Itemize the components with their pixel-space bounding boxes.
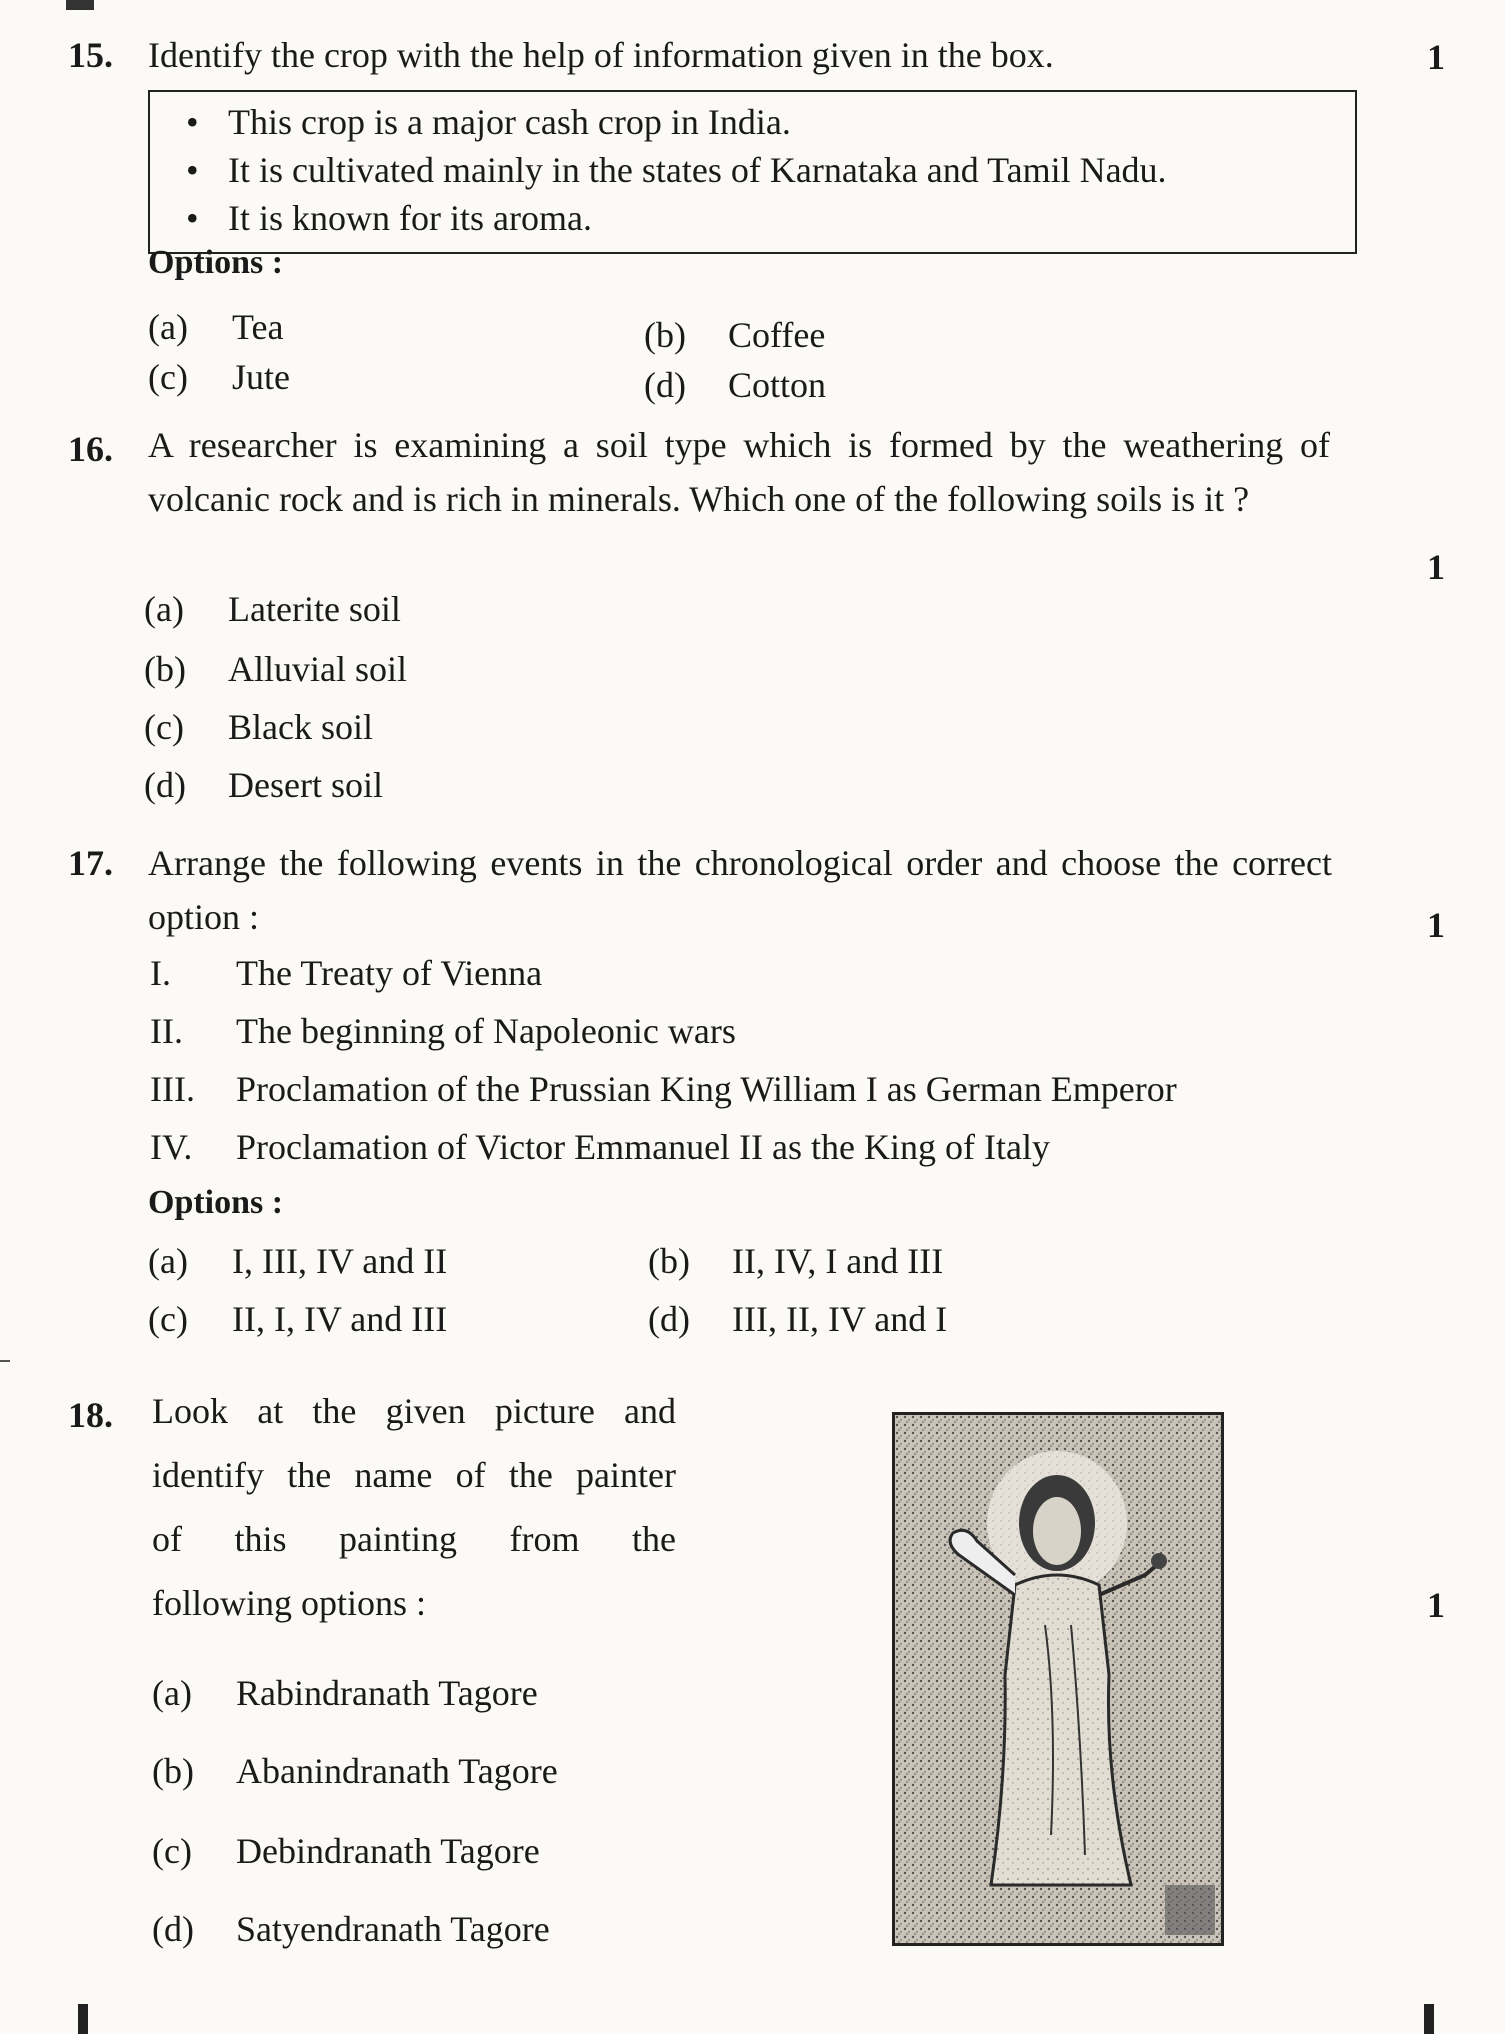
- option-a: [148, 1240, 447, 1282]
- option-text: Jute: [232, 357, 290, 397]
- option-text: III, II, IV and I: [732, 1299, 948, 1339]
- option-label: (a): [144, 589, 184, 629]
- event-label: III.: [150, 1069, 195, 1109]
- event-label: II.: [150, 1011, 183, 1051]
- question-number: 18.: [68, 1395, 113, 1435]
- bullet-icon: •: [186, 198, 199, 238]
- option-text: I, III, IV and II: [232, 1241, 448, 1281]
- option-text: Rabindranath Tagore: [236, 1673, 538, 1713]
- option-a: [152, 1672, 538, 1714]
- marks: 1: [1427, 37, 1445, 77]
- question-number: 16.: [68, 429, 113, 469]
- question-number: 17.: [68, 843, 113, 883]
- option-label: (c): [144, 707, 184, 747]
- option-label: (b): [144, 649, 186, 689]
- options-heading: Options :: [148, 1184, 284, 1221]
- option-label: (d): [644, 365, 686, 405]
- option-b: [648, 1240, 943, 1282]
- event-item: [150, 952, 542, 994]
- option-c: [148, 1298, 447, 1340]
- info-bullet: [150, 146, 1355, 194]
- marks: 1: [1427, 547, 1445, 587]
- info-bullet: [150, 98, 1355, 146]
- event-item: [150, 1068, 1177, 1110]
- event-text: The beginning of Napoleonic wars: [236, 1011, 736, 1051]
- painting-figure-icon: [895, 1415, 1221, 1943]
- painting-image: [892, 1412, 1224, 1946]
- option-d: [144, 764, 383, 806]
- option-label: (d): [144, 765, 186, 805]
- option-text: Coffee: [728, 315, 826, 355]
- option-label: (b): [152, 1751, 194, 1791]
- bullet-icon: •: [186, 150, 199, 190]
- event-item: [150, 1010, 736, 1052]
- option-label: (b): [648, 1241, 690, 1281]
- event-label: IV.: [150, 1127, 193, 1167]
- marks: 1: [1427, 905, 1445, 945]
- question-text: Identify the crop with the help of information given in the box.: [148, 35, 1054, 75]
- event-label: I.: [150, 953, 171, 993]
- question-text: Arrange the following events in the chronological order and choose the correct option :: [148, 843, 1332, 937]
- bullet-text: It is known for its aroma.: [228, 198, 592, 238]
- option-label: (a): [148, 307, 188, 347]
- option-b: [644, 314, 825, 356]
- option-c: [148, 356, 290, 398]
- info-box: [148, 90, 1357, 254]
- question-number: 15.: [68, 35, 113, 75]
- option-text: Abanindranath Tagore: [236, 1751, 558, 1791]
- option-a: [148, 306, 283, 348]
- event-text: Proclamation of Victor Emmanuel II as the King of Italy: [236, 1127, 1050, 1167]
- footer-mark: [78, 2004, 88, 2034]
- event-item: [150, 1126, 1050, 1168]
- option-b: [152, 1750, 558, 1792]
- bullet-text: It is cultivated mainly in the states of Karnataka and Tamil Nadu.: [228, 150, 1167, 190]
- option-text: Cotton: [728, 365, 827, 405]
- option-text: Debindranath Tagore: [236, 1831, 540, 1871]
- option-label: (a): [152, 1673, 192, 1713]
- question-text-line: Look at the given picture and: [152, 1391, 676, 1431]
- option-text: Satyendranath Tagore: [236, 1909, 550, 1949]
- option-label: (b): [644, 315, 686, 355]
- question-text: A researcher is examining a soil type which is formed by the weathering of volcanic rock and is rich in minerals. Which one of the following soils is it ?: [148, 425, 1330, 519]
- question-text-line: following options :: [152, 1583, 427, 1623]
- option-b: [144, 648, 407, 690]
- footer-mark: [1424, 2004, 1434, 2034]
- option-label: (c): [148, 1299, 188, 1339]
- option-text: Desert soil: [228, 765, 383, 805]
- bullet-icon: •: [186, 102, 199, 142]
- event-text: Proclamation of the Prussian King William I as German Emperor: [236, 1069, 1177, 1109]
- info-bullet: [150, 194, 1355, 242]
- question-text-line: identify the name of the painter: [152, 1455, 676, 1495]
- option-text: II, I, IV and III: [232, 1299, 448, 1339]
- event-text: The Treaty of Vienna: [236, 953, 543, 993]
- option-text: Black soil: [228, 707, 373, 747]
- scan-corner-mark: [66, 0, 94, 10]
- option-d: [644, 364, 826, 406]
- options-heading: Options :: [148, 244, 284, 281]
- option-text: Laterite soil: [228, 589, 401, 629]
- option-text: II, IV, I and III: [732, 1241, 944, 1281]
- option-label: (c): [148, 357, 188, 397]
- marks: 1: [1427, 1585, 1445, 1625]
- scan-mark: [0, 1360, 10, 1362]
- option-a: [144, 588, 401, 630]
- bullet-text: This crop is a major cash crop in India.: [228, 102, 791, 142]
- option-text: Tea: [232, 307, 284, 347]
- option-d: [152, 1908, 550, 1950]
- option-c: [152, 1830, 540, 1872]
- option-label: (d): [152, 1909, 194, 1949]
- option-label: (d): [648, 1299, 690, 1339]
- option-d: [648, 1298, 947, 1340]
- option-label: (a): [148, 1241, 188, 1281]
- question-text-line: of this painting from the: [152, 1519, 676, 1559]
- option-label: (c): [152, 1831, 192, 1871]
- option-c: [144, 706, 373, 748]
- option-text: Alluvial soil: [228, 649, 407, 689]
